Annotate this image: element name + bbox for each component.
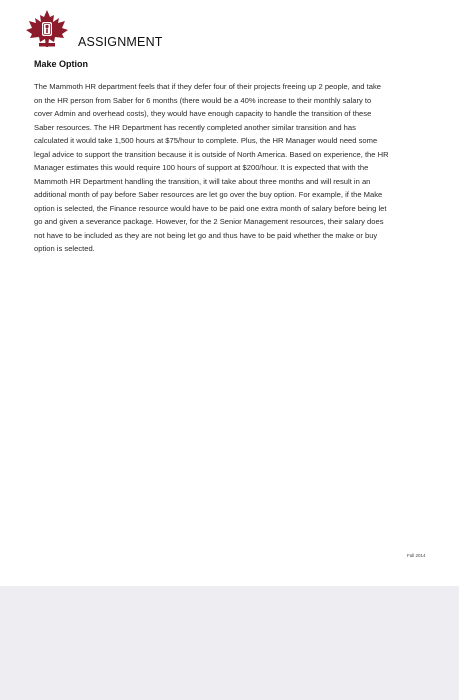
section-paragraph: The Mammoth HR department feels that if they defer four of their projects freeing up 2 people, and take on the HR person from Saber for 6 months (there would be a 40% increase to their monthly salary to cover Admin and overhead costs), they would have enough capacity to handle the transition of these Saber resources. The HR Department has recently completed another similar transition and has calculated it would take 1,500 hours at $75/hour to complete. Plus, the HR Manager would need some legal advice to support the transition because it is outside of North America. Based on experience, the HR Manager estimates this would require 100 hours of support at $200/hour. It is expected that with the Mammoth HR Department handling the transition, it will take about three months and will result in an additional month of pay before Saber resources are let go over the buy option. For example, if the Make option is selected, the Finance resource would have to be paid one extra month of salary before being let go and given a severance package. However, for the 2 Senior Management resources, their salary does not have to be included as they are not being let go and thus have to be paid whether the make or buy option is selected.	[34, 82, 389, 253]
section-heading: Make Option	[34, 59, 89, 69]
footer-date: Fall 2014	[407, 553, 426, 558]
maple-leaf-logo-icon	[22, 9, 72, 49]
document-title: ASSIGNMENT	[78, 35, 163, 49]
